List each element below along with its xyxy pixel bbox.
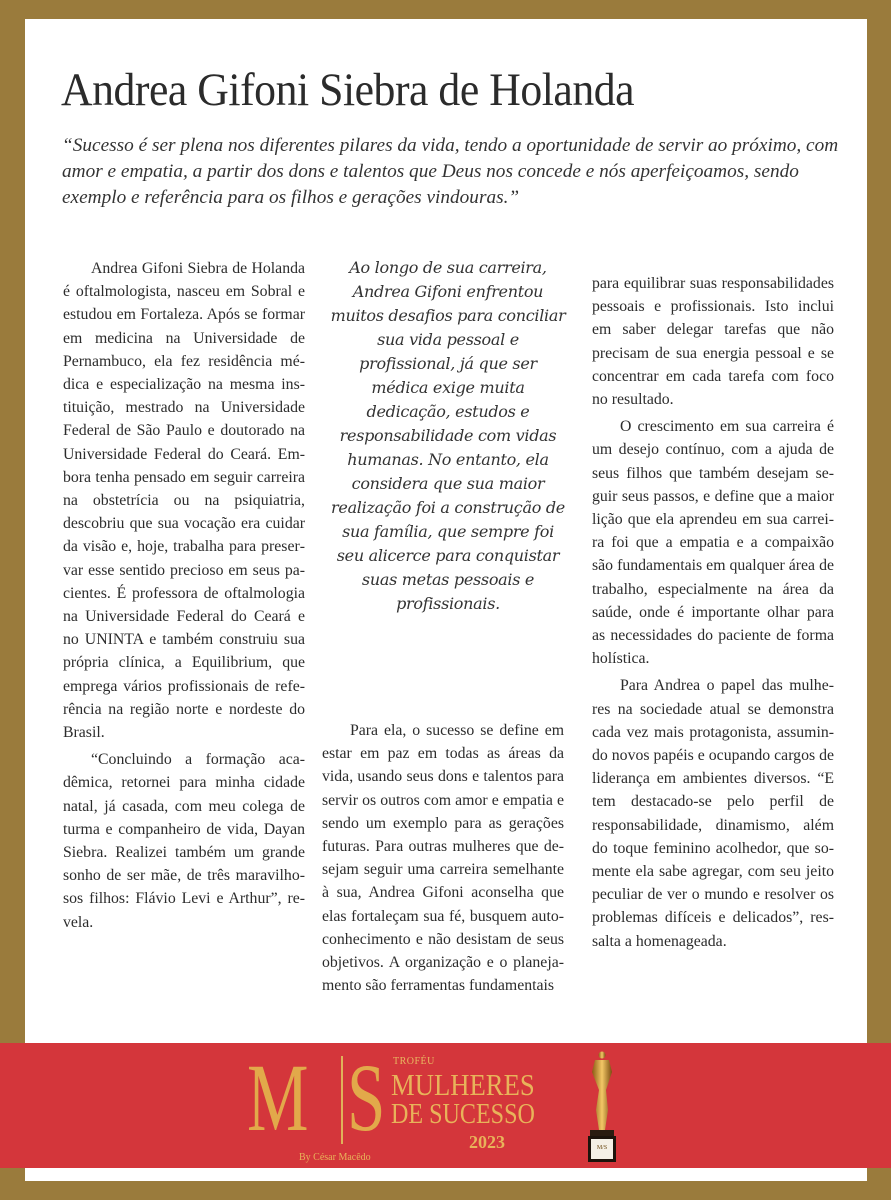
paragraph: O crescimento em sua carreira é um desejo contínuo, com a ajuda de seus filhos que também desejam seguir seus passos, e define que a maior lição que ela aprendeu em sua carreira foi que a empatia e a compaixão são fundamentais em qualquer área de trabalho, especialmente na área da saúde, onde é importante olhar para as necessidades do paciente de forma holística. <box>592 418 834 668</box>
column-3 <box>592 272 834 957</box>
paragraph: “Concluindo a formação acadêmica, retornei para minha cidade natal, já casada, com meu colega de turma e companheiro de vida, Dayan Siebra. Realizei também um grande sonho de ser mãe, de três maravilhosos filhos: Flávio Levi e Arthur”, revela. <box>63 751 305 931</box>
logo-divider <box>341 1056 343 1144</box>
pull-quote: Ao longo de sua carreira, Andrea Gifoni enfrentou muitos desafios para conciliar sua vida pessoal e profissional, já que ser médica exige muita dedicação, estudos e responsabilidade com vidas humanas. No entanto, ela considera que sua maior realização foi a construção de sua família, que sempre foi seu alicerce para conquistar suas metas pessoais e profissionais. <box>330 258 566 613</box>
page <box>25 19 867 1181</box>
column-1 <box>63 257 305 938</box>
trophy-plate-text: M/S <box>596 1145 608 1151</box>
logo-byline: By César Macêdo <box>299 1152 371 1163</box>
logo-letter-s: S <box>347 1044 386 1151</box>
award-logo <box>247 1044 577 1166</box>
logo-year: 2023 <box>469 1132 505 1152</box>
paragraph: para equilibrar suas responsabilidades pessoais e profissionais. Isto inclui em saber delegar tarefas que não precisam de sua energia pessoal e se concentrar em cada tarefa com foco no resultado. <box>592 275 834 409</box>
article-title: Andrea Gifoni Siebra de Holanda <box>61 64 635 116</box>
paragraph: Para Andrea o papel das mulheres na sociedade atual se demonstra cada vez mais protagonista, assumindo novos papéis e ocupando cargos de liderança em ambientes diversos. “E tem destacado-se pelo perfil de responsabilidade, dinamismo, além do toque feminino acolhedor, que somente ela sabe agregar, com seu jeito peculiar de ver o mundo e resolver os problemas difíceis e delicados”, ressalta a homenageada. <box>592 677 834 950</box>
lead-quote: “Sucesso é ser plena nos diferentes pilares da vida, tendo a oportunidade de servir ao próximo, com amor e empatia, a partir dos dons e talentos que Deus nos concede e nós aperfeiçoamos, sendo exemplo e referência para os filhos e gerações vindouras.” <box>62 135 839 208</box>
logo-trofeu: TROFÉU <box>393 1056 435 1067</box>
logo-letter-m: M <box>247 1044 309 1151</box>
paragraph: Andrea Gifoni Siebra de Holanda é oftalmologista, nasceu em Sobral e estudou em Fortaleza. Após se formar em medicina na Universidade de Pernambuco, ela fez residência médica e especialização na mesma instituição, mestrado na Universidade Federal de São Paulo e doutorado na Universidade Federal do Ceará. Embora tenha pensado em seguir carreira na obstetrícia ou na psiquiatria, descobriu que sua vocação era cuidar da visão e, hoje, trabalha para preservar esse sentido precioso em seus pacientes. É professora de oftalmologia na Universidade Federal do Ceará e no UNINTA e também construiu sua própria clínica, a Equilibrium, que emprega vários profissionais de referência na região norte e nordeste do Brasil. <box>63 260 305 742</box>
logo-mulheres: MULHERES <box>391 1067 535 1102</box>
trophy-icon <box>581 1050 623 1165</box>
paragraph: Para ela, o sucesso se define em estar em paz em todas as áreas da vida, usando seus dons e talentos para servir os outros com amor e empatia e sendo um exemplo para as gerações futuras. Para outras mulheres que desejam seguir uma carreira semelhante à sua, Andrea Gifoni aconselha que elas fortaleçam sua fé, busquem autoconhecimento e não desistam de seus objetivos. A organização e o planejamento são ferramentas fundamentais <box>322 722 564 995</box>
column-2 <box>322 719 564 1001</box>
logo-de-sucesso: DE SUCESSO <box>391 1099 535 1130</box>
